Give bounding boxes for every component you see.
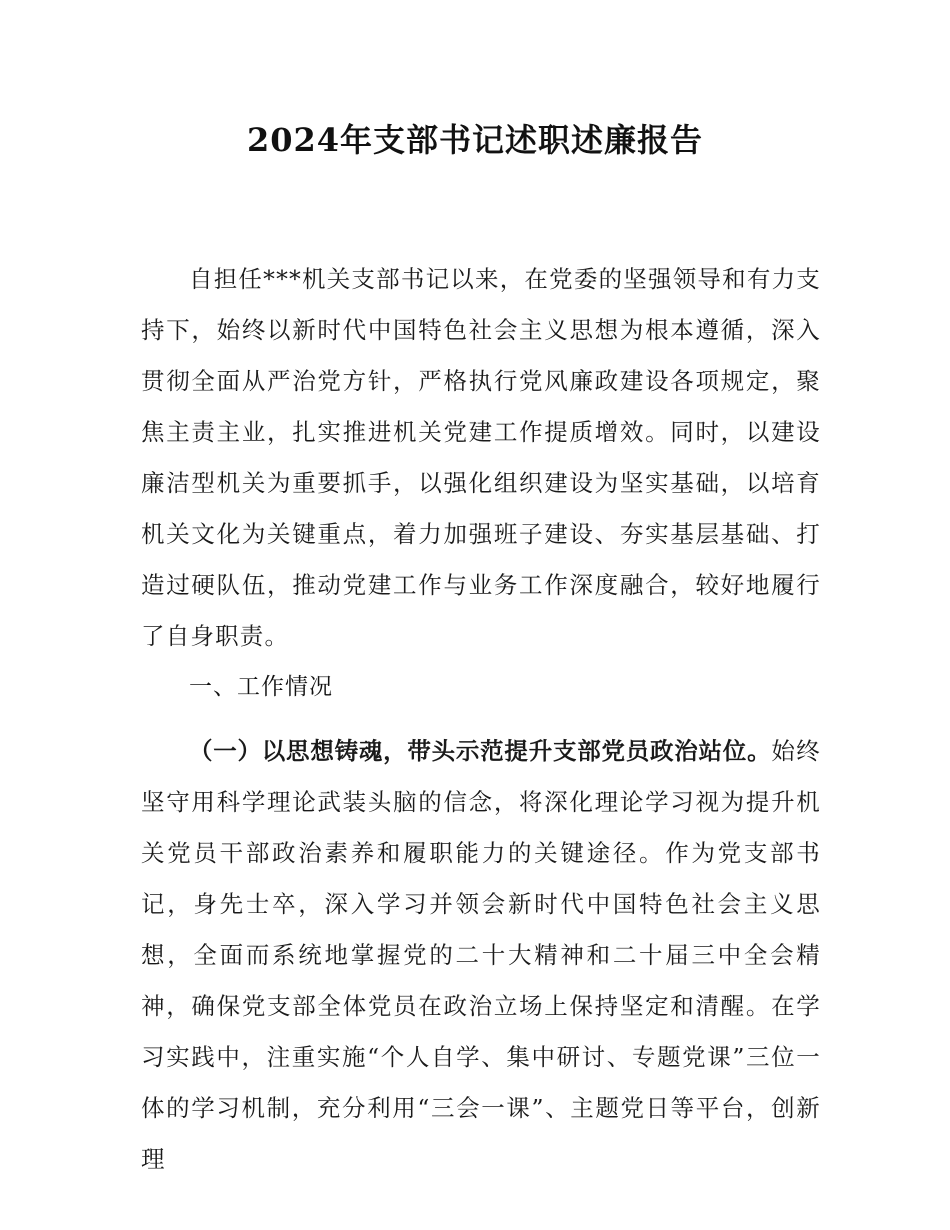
section-heading: 一、工作情况 <box>189 674 333 700</box>
document-title: 2024年支部书记述职述廉报告 <box>246 121 704 159</box>
subsection-text: 始终坚守用科学理论武装头脑的信念，将深化理论学习视为提升机关党员干部政治素养和履职能力的关键途径。作为党支部书记，身先士卒，深入学习并领会新时代中国特色社会主义思想，全面而系统地掌握党的二十大精神和二十届三中全会精神，确保党支部全体党员在政治立场上保持坚定和清醒。在学习实践中，注重实施“个人自学、集中研讨、专题党课”三位一体的学习机制，充分利用“三会一课”、主题党日等平台，创新理 <box>141 737 822 1173</box>
subsection-paragraph <box>141 726 821 1185</box>
subsection-lead: （一）以思想铸魂，带头示范提升支部党员政治站位。 <box>189 737 772 765</box>
intro-paragraph: 自担任***机关支部书记以来，在党委的坚强领导和有力支持下，始终以新时代中国特色社会主义思想为根本遵循，深入贯彻全面从严治党方针，严格执行党风廉政建设各项规定，聚焦主责主业，扎实推进机关党建工作提质增效。同时，以建设廉洁型机关为重要抓手，以强化组织建设为坚实基础，以培育机关文化为关键重点，着力加强班子建设、夯实基层基础、打造过硬队伍，推动党建工作与业务工作深度融合，较好地履行了自身职责。 <box>141 265 821 650</box>
